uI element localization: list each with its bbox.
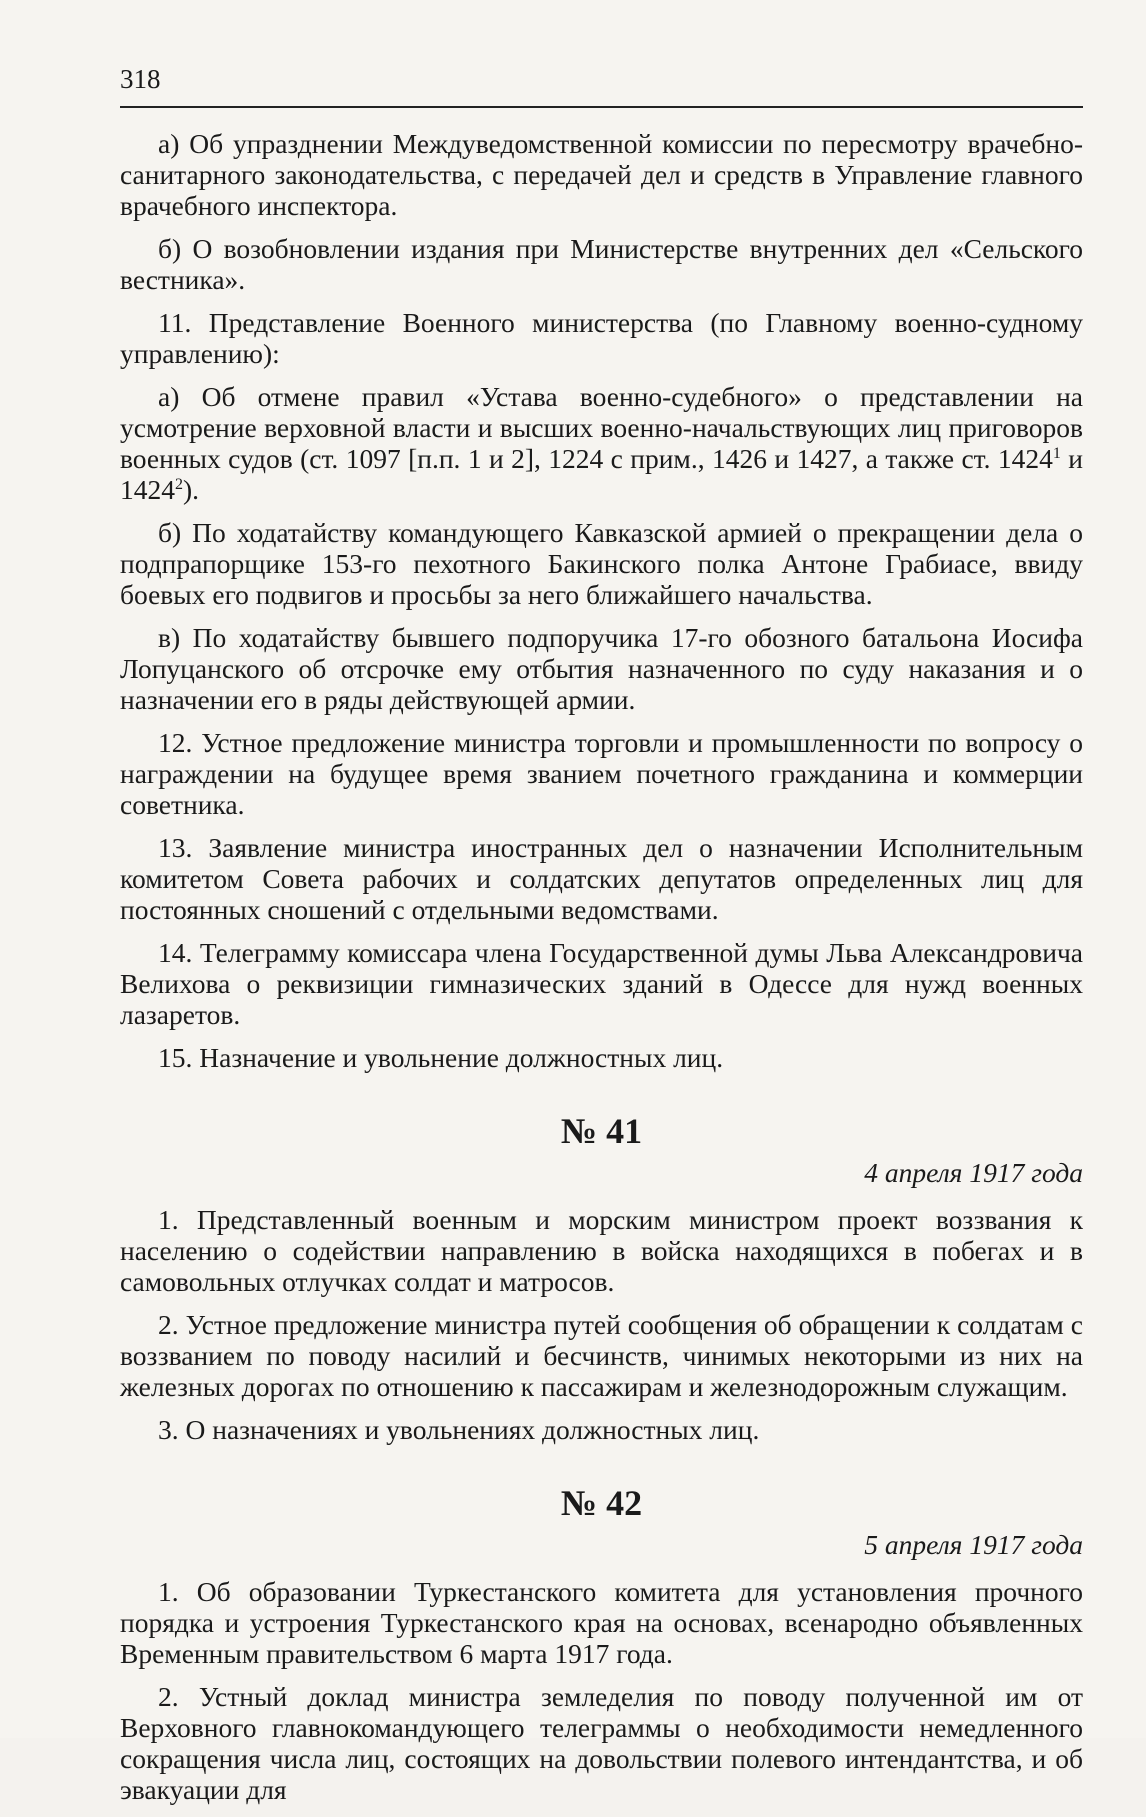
section-41-item-2: 2. Устное предложение министра путей сообщения об обращении к солдатам с воззванием по поводу насилий и бесчинств, чинимых некоторыми из них на железных дорогах по отношению к пассажирам и железнодорожным служащим. (120, 1309, 1083, 1402)
paragraph-11a-end: ). (183, 474, 200, 505)
section-42-heading: № 42 (560, 1483, 643, 1523)
paragraph-11a (120, 381, 1083, 505)
paragraph-15: 15. Назначение и увольнение должностных лиц. (158, 1042, 724, 1073)
page-content (120, 128, 1083, 1817)
section-42-date: 5 апреля 1917 года (864, 1529, 1083, 1560)
section-42-item-1: 1. Об образовании Туркестанского комитета для установления прочного порядка и устроения Туркестанского края на основах, всенародно объявленных Временным правительством 6 марта 1917 года. (120, 1576, 1083, 1669)
paragraph-13: 13. Заявление министра иностранных дел о назначении Исполнительным комитетом Совета рабочих и солдатских депутатов определенных лиц для постоянных сношений с отдельными ведомствами. (120, 832, 1083, 925)
header-rule (120, 106, 1083, 108)
paragraph-12: 12. Устное предложение министра торговли и промышленности по вопросу о награждении на будущее время званием почетного гражданина и коммерции советника. (120, 727, 1083, 820)
paragraph-10b: б) О возобновлении издания при Министерстве внутренних дел «Сельского вестника». (120, 233, 1083, 295)
paragraph-11a-text: а) Об отмене правил «Устава военно-судебного» о представлении на усмотрение верховной власти и высших военно-начальствующих лиц приговоров военных судов (ст. 1097 [п.п. 1 и 2], 1224 с прим., 1426 и 1427, а также ст. 1424 (120, 381, 1083, 474)
section-42-item-2: 2. Устный доклад министра земледелия по поводу полученной им от Верховного главнокомандующего телеграммы о необходимости немедленного сокращения числа лиц, состоящих на довольствии полевого интендантства, и об эвакуации для (120, 1681, 1083, 1805)
section-41-item-1: 1. Представленный военным и морским министром проект воззвания к населению о содействии направлению в войска находящихся в побегах и в самовольных отлучках солдат и матросов. (120, 1204, 1083, 1297)
paragraph-11: 11. Представление Военного министерства (по Главному военно-судному управлению): (120, 307, 1083, 369)
page-number: 318 (120, 64, 161, 94)
footnote-superscript-1: 1 (1052, 444, 1061, 462)
paragraph-11a-mid: и 1424 (120, 443, 1083, 505)
paragraph-11c: в) По ходатайству бывшего подпоручика 17-го обозного батальона Иосифа Лопуцанского об отсрочке ему отбытия назначенного по суду наказания и о назначении его в ряды действующей армии. (120, 622, 1083, 715)
footnote-superscript-2: 2 (175, 475, 183, 493)
paragraph-11b: б) По ходатайству командующего Кавказской армией о прекращении дела о подпрапорщике 153-го пехотного Бакинского полка Антоне Грабиасе, ввиду боевых его подвигов и просьбы за него ближайшего начальства. (120, 517, 1083, 610)
paragraph-10a: а) Об упразднении Междуведомственной комиссии по пересмотру врачебно-санитарного законодательства, с передачей дел и средств в Управление главного врачебного инспектора. (120, 128, 1083, 221)
section-41-item-3: 3. О назначениях и увольнениях должностных лиц. (158, 1414, 760, 1445)
paragraph-14: 14. Телеграмму комиссара члена Государственной думы Льва Александровича Велихова о реквизиции гимназических зданий в Одессе для нужд военных лазаретов. (120, 937, 1083, 1030)
section-41-date: 4 апреля 1917 года (864, 1157, 1083, 1188)
section-41-heading: № 41 (560, 1111, 643, 1151)
